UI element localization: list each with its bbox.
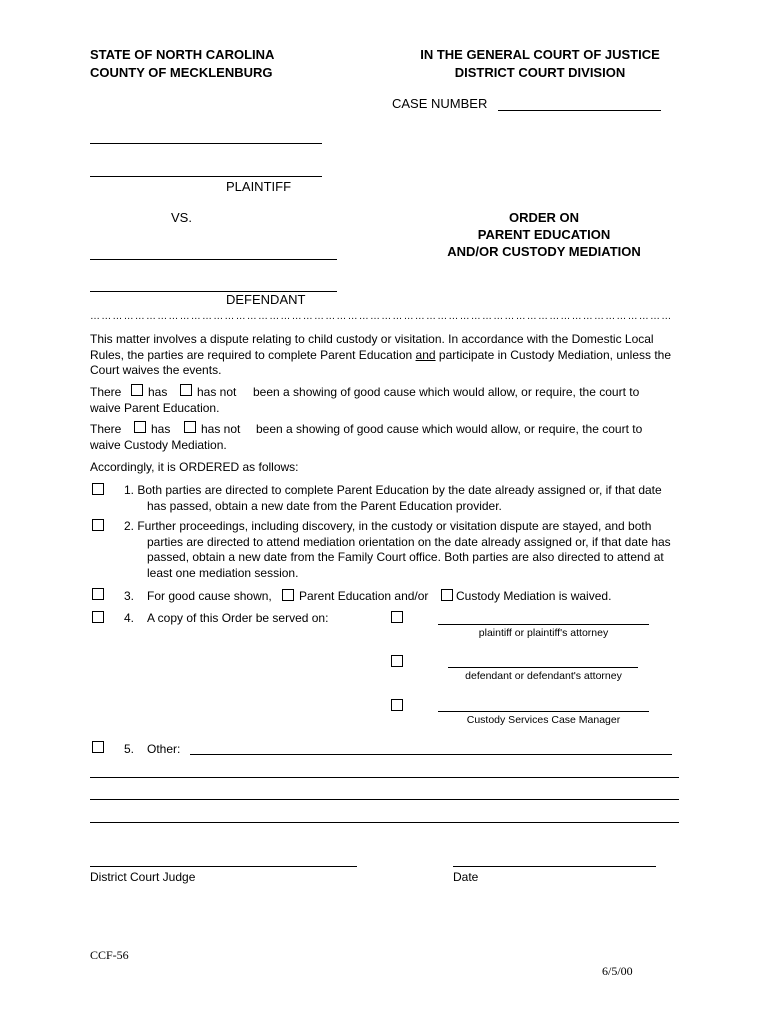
item5-text: Other: — [147, 742, 181, 756]
intro-text-2: participate in Custody Mediation, unless the Court waives the events. — [90, 347, 672, 377]
vs-label: VS. — [171, 210, 192, 225]
waive-parent-education-checkbox[interactable] — [282, 589, 294, 601]
item2-text: 2. Further proceedings, including discovery, in the custody or visitation dispute are stayed, and both parties are directed to attend mediation orientation on the date already assigned or, if that date has passed, obtain a new date from the Family Court office. Both parties are also directed to attend at least one mediation session. — [124, 519, 671, 580]
item5-number: 5. — [124, 742, 135, 756]
mediation-showing-line2: waive Custody Mediation. — [90, 438, 227, 452]
court-heading: IN THE GENERAL COURT OF JUSTICE — [420, 47, 660, 62]
serve-case-manager-line[interactable] — [438, 711, 649, 712]
intro-paragraph — [90, 332, 680, 379]
item3-text: For good cause shown, — [147, 589, 272, 603]
parent-has-not-label: has not — [197, 385, 237, 399]
mediation-has-not-label: has not — [201, 422, 241, 436]
item5-checkbox[interactable] — [92, 741, 104, 753]
other-line-1[interactable] — [190, 754, 672, 755]
division-heading: DISTRICT COURT DIVISION — [454, 65, 626, 80]
order-title-line2: PARENT EDUCATION — [477, 227, 611, 242]
case-number-field[interactable] — [498, 110, 661, 111]
revision-date: 6/5/00 — [602, 964, 633, 978]
parent-has-not-checkbox[interactable] — [180, 384, 192, 396]
serve-case-manager-label: Custody Services Case Manager — [466, 714, 621, 726]
serve-defendant-label: defendant or defendant's attorney — [465, 670, 622, 682]
serve-case-manager-checkbox[interactable] — [391, 699, 403, 711]
county-heading: COUNTY OF MECKLENBURG — [90, 65, 273, 80]
plaintiff-label: PLAINTIFF — [226, 179, 292, 194]
other-line-2[interactable] — [90, 777, 679, 778]
form-id: CCF-56 — [90, 948, 129, 962]
state-heading: STATE OF NORTH CAROLINA — [90, 47, 275, 62]
other-line-3[interactable] — [90, 799, 679, 800]
waive-custody-mediation-checkbox[interactable] — [441, 589, 453, 601]
item4-number: 4. — [124, 611, 135, 625]
plaintiff-name-line-2[interactable] — [90, 176, 322, 177]
serve-defendant-checkbox[interactable] — [391, 655, 403, 667]
serve-plaintiff-line[interactable] — [438, 624, 649, 625]
parent-has-checkbox[interactable] — [131, 384, 143, 396]
plaintiff-name-line-1[interactable] — [90, 143, 322, 144]
waive-custody-mediation-label: Custody Mediation is waived. — [456, 589, 612, 603]
item2-checkbox[interactable] — [92, 519, 104, 531]
item3-number: 3. — [124, 589, 135, 603]
intro-text-1: This matter involves a dispute relating to child custody or visitation. In accordance with the Domestic Local Rules, the parties are required to complete Parent Education — [90, 332, 654, 362]
defendant-label: DEFENDANT — [226, 292, 306, 307]
parent-showing-text: been a showing of good cause which would allow, or require, the court to — [253, 385, 640, 399]
judge-signature-line[interactable] — [90, 866, 357, 867]
mediation-showing-text: been a showing of good cause which would allow, or require, the court to — [256, 422, 643, 436]
date-line[interactable] — [453, 866, 656, 867]
accordingly-text: Accordingly, it is ORDERED as follows: — [90, 460, 299, 474]
parent-has-label: has — [148, 385, 168, 399]
defendant-name-line-1[interactable] — [90, 259, 337, 260]
judge-label: District Court Judge — [90, 870, 196, 884]
waive-parent-education-label: Parent Education and/or — [299, 589, 429, 603]
case-number-label: CASE NUMBER — [392, 96, 488, 111]
parent-showing-there: There — [90, 385, 122, 399]
mediation-has-not-checkbox[interactable] — [184, 421, 196, 433]
mediation-showing-there: There — [90, 422, 122, 436]
intro-underlined-and: and — [415, 347, 436, 362]
serve-defendant-line[interactable] — [448, 667, 638, 668]
order-title-line3: AND/OR CUSTODY MEDIATION — [447, 244, 641, 259]
other-line-4[interactable] — [90, 822, 679, 823]
item1-checkbox[interactable] — [92, 483, 104, 495]
serve-plaintiff-checkbox[interactable] — [391, 611, 403, 623]
mediation-has-checkbox[interactable] — [134, 421, 146, 433]
serve-plaintiff-label: plaintiff or plaintiff's attorney — [478, 627, 609, 639]
item4-checkbox[interactable] — [92, 611, 104, 623]
item3-checkbox[interactable] — [92, 588, 104, 600]
item4-text: A copy of this Order be served on: — [147, 611, 329, 625]
dotted-separator: ………………………………………………………………………………………………………………………………………… — [90, 312, 673, 322]
order-title-line1: ORDER ON — [508, 210, 580, 225]
item1-text: 1. Both parties are directed to complete Parent Education by the date already assigned or, if that date has passed, obtain a new date from the Parent Education provider. — [124, 483, 662, 513]
parent-showing-line2: waive Parent Education. — [90, 401, 220, 415]
date-label: Date — [453, 870, 479, 884]
mediation-has-label: has — [151, 422, 171, 436]
